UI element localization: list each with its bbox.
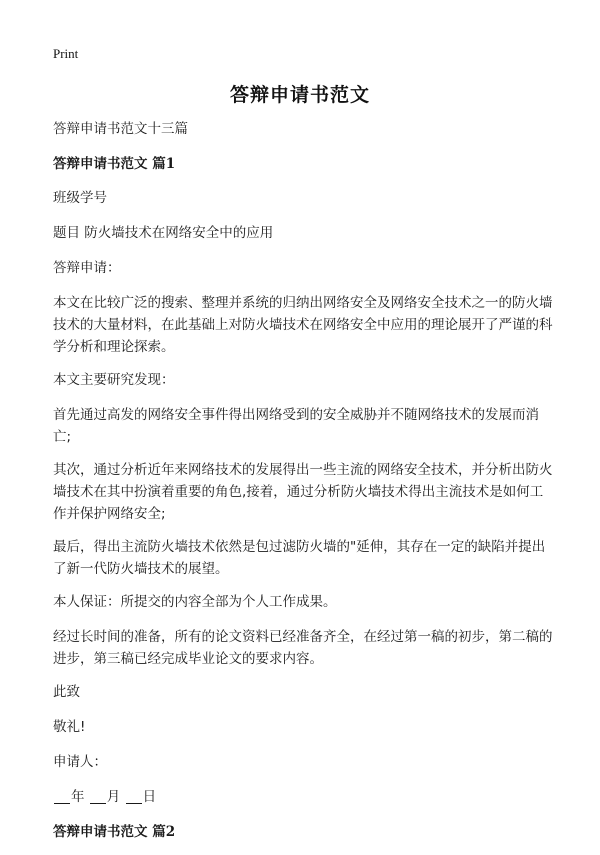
day-blank (126, 789, 142, 804)
paragraph-intro: 本文在比较广泛的搜索、整理并系统的归纳出网络安全及网络安全技术之一的防火墙技术的大量材料，在此基础上对防火墙技术在网络安全中应用的理论展开了严谨的科学分析和理论探索。 (53, 295, 553, 355)
day-label: 日 (142, 789, 157, 805)
date-line (53, 786, 554, 808)
paragraph-preparation: 经过长时间的准备，所有的论文资料已经准备齐全，在经过第一稿的初步，第二稿的进步，第三稿已经完成毕业论文的要求内容。 (53, 629, 553, 667)
year-label: 年 (71, 789, 85, 805)
year-blank (54, 789, 70, 804)
month-blank (90, 789, 106, 804)
applicant-line: 申请人： (53, 754, 107, 770)
month-label: 月 (106, 789, 121, 805)
document-title: 答辩申请书范文 (229, 84, 370, 106)
document-subtitle: 答辩申请书范文十三篇 (53, 121, 188, 137)
paragraph-finding-1: 首先通过高发的网络安全事件得出网络受到的安全威胁并不随网络技术的发展而消亡; (53, 407, 539, 445)
print-link[interactable]: Print (53, 46, 79, 61)
document-body (53, 118, 554, 855)
class-id-line: 班级学号 (53, 190, 107, 206)
paragraph-finding-3: 最后，得出主流防火墙技术依然是包过滤防火墙的"延伸，其存在一定的缺陷并提出了新一代防火墙技术的展望。 (53, 539, 546, 577)
closing-line-1: 此致 (53, 684, 80, 700)
findings-intro: 本文主要研究发现： (53, 372, 175, 388)
section-heading-2: 答辩申请书范文 篇2 (53, 824, 176, 840)
section-heading-1: 答辩申请书范文 篇1 (53, 156, 176, 172)
closing-line-2: 敬礼! (53, 719, 86, 735)
paragraph-finding-2: 其次，通过分析近年来网络技术的发展得出一些主流的网络安全技术，并分析出防火墙技术在其中扮演着重要的角色,接着，通过分析防火墙技术得出主流技术是如何工作并保护网络安全; (53, 462, 553, 522)
guarantee-line: 本人保证：所提交的内容全部为个人工作成果。 (53, 594, 337, 610)
topic-line: 题目 防火墙技术在网络安全中的应用 (53, 225, 274, 241)
salutation-line: 答辩申请： (53, 260, 121, 276)
